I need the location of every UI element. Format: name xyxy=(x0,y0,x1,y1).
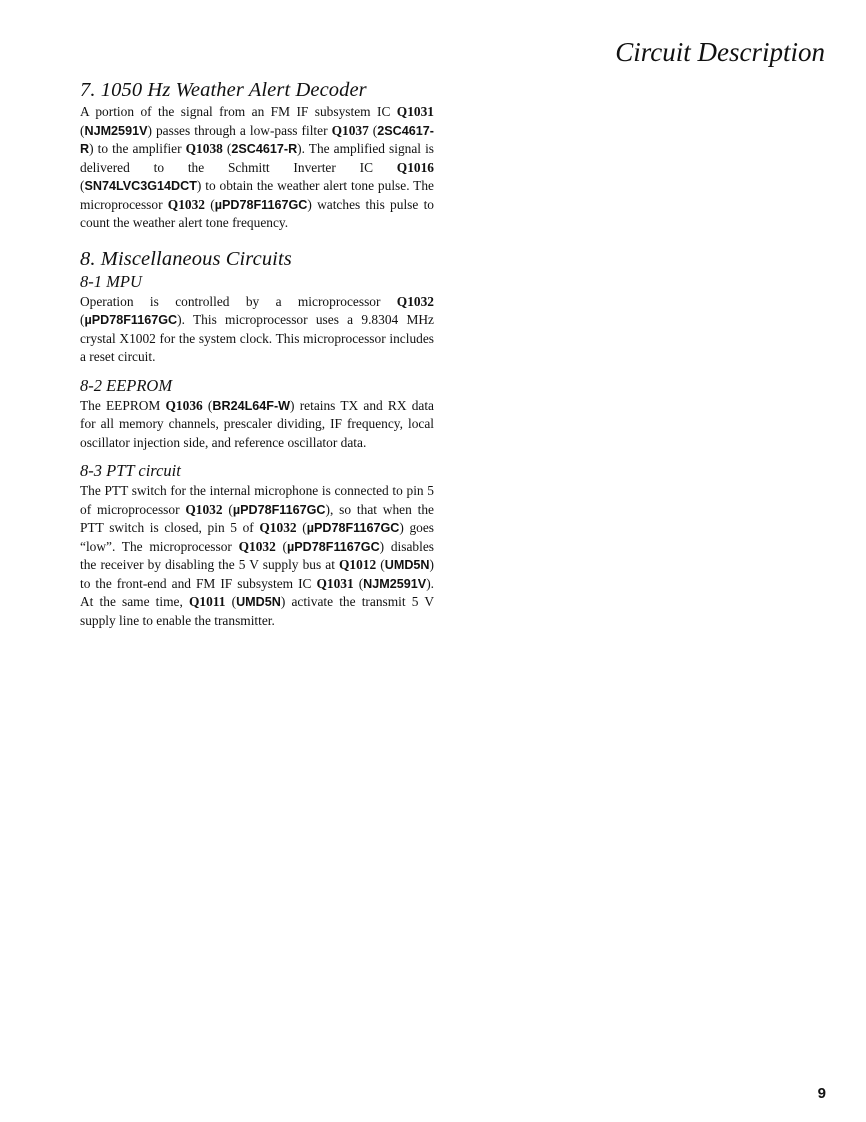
part-number: SN74LVC3G14DCT xyxy=(84,179,197,193)
paragraph-ptt-circuit xyxy=(80,482,434,630)
component-reference: Q1031 xyxy=(316,575,354,591)
text-run: ( xyxy=(376,557,385,572)
text-run: ) goes “low”. The microprocessor xyxy=(80,520,434,554)
text-run: ) watches this pulse to count the weather alert tone frequency. xyxy=(80,196,434,230)
text-run: ( xyxy=(275,538,287,554)
text-run: The PTT switch for the internal microphone is connected to pin 5 of microprocessor xyxy=(80,483,434,517)
text-run: ), so that when the PTT switch is closed, pin 5 of xyxy=(80,501,434,535)
part-number: µPD78F1167GC xyxy=(214,197,308,212)
part-number: BR24L64F-W xyxy=(212,398,291,413)
component-reference: Q1032 xyxy=(167,196,205,212)
part-number: UMD5N xyxy=(384,558,430,572)
text-run: ). At the same time, xyxy=(80,575,434,609)
text-run: ) activate the transmit 5 V supply line to enable the transmitter. xyxy=(80,594,435,628)
subsection-heading-mpu: 8-1 MPU xyxy=(80,271,142,291)
component-reference: Q1032 xyxy=(396,293,434,309)
text-run: ( xyxy=(296,520,307,535)
part-number: 2SC4617-R xyxy=(231,142,298,156)
part-number: µPD78F1167GC xyxy=(232,502,326,517)
part-number: µPD78F1167GC xyxy=(84,313,178,327)
part-number: UMD5N xyxy=(236,595,281,609)
text-run: ( xyxy=(222,141,232,156)
text-run: ) to obtain the weather alert tone pulse. The microprocessor xyxy=(80,178,434,212)
page-header-title: Circuit Description xyxy=(615,37,825,67)
text-run: ( xyxy=(80,312,85,327)
text-run: The EEPROM xyxy=(80,397,166,413)
main-column xyxy=(80,78,434,630)
text-run: ( xyxy=(205,196,215,212)
subsection-heading-ptt-circuit: 8-3 PTT circuit xyxy=(80,461,181,480)
component-reference: Q1032 xyxy=(185,501,223,517)
part-number: µPD78F1167GC xyxy=(287,539,380,554)
part-number: NJM2591V xyxy=(84,123,148,138)
text-run: Operation is controlled by a microprocessor xyxy=(80,293,397,309)
text-run: ( xyxy=(222,501,233,517)
text-run: ). This microprocessor uses a 9.8304 MHz crystal X1002 for the system clock. This microprocessor includes a reset circuit. xyxy=(80,312,434,364)
part-number: 2SC4617-R xyxy=(80,123,434,156)
subsection-heading-eeprom: 8-2 EEPROM xyxy=(80,375,173,395)
text-run: ( xyxy=(225,594,237,609)
text-run: ) to the amplifier xyxy=(89,141,186,156)
part-number: NJM2591V xyxy=(363,576,427,591)
text-run: ( xyxy=(368,122,378,138)
text-run: ) passes through a low-pass filter xyxy=(147,122,332,138)
text-run: A portion of the signal from an FM IF subsystem IC xyxy=(80,104,397,119)
text-run: ( xyxy=(202,397,213,413)
paragraph-weather-alert-decoder xyxy=(80,103,434,233)
page-number: 9 xyxy=(817,1085,826,1102)
text-run: ). The amplified signal is delivered to the Schmitt Inverter IC xyxy=(80,141,434,175)
component-reference: Q1016 xyxy=(396,159,434,175)
section-heading-miscellaneous-circuits: 8. Miscellaneous Circuits xyxy=(80,247,292,270)
text-run: ( xyxy=(353,575,364,591)
component-reference: Q1036 xyxy=(165,397,203,413)
component-reference: Q1037 xyxy=(331,122,369,138)
paragraph-mpu xyxy=(80,293,434,367)
text-run: ) to the front-end and FM IF subsystem IC xyxy=(80,557,434,591)
component-reference: Q1032 xyxy=(238,538,276,554)
paragraph-eeprom xyxy=(80,397,434,453)
part-number: µPD78F1167GC xyxy=(306,521,400,535)
text-run: ( xyxy=(80,122,85,138)
component-reference: Q1031 xyxy=(396,104,434,119)
text-run: ) retains TX and RX data for all memory channels, prescaler dividing, IF frequency, local oscillator injection side, and reference oscillator data. xyxy=(80,397,434,450)
component-reference: Q1011 xyxy=(188,594,226,609)
component-reference: Q1012 xyxy=(339,557,377,572)
section-heading-weather-alert-decoder: 7. 1050 Hz Weather Alert Decoder xyxy=(80,79,367,101)
component-reference: Q1032 xyxy=(259,520,297,535)
text-run: ) disables the receiver by disabling the 5 V supply bus at xyxy=(80,538,434,572)
component-reference: Q1038 xyxy=(185,141,223,156)
text-run: ( xyxy=(80,178,85,193)
